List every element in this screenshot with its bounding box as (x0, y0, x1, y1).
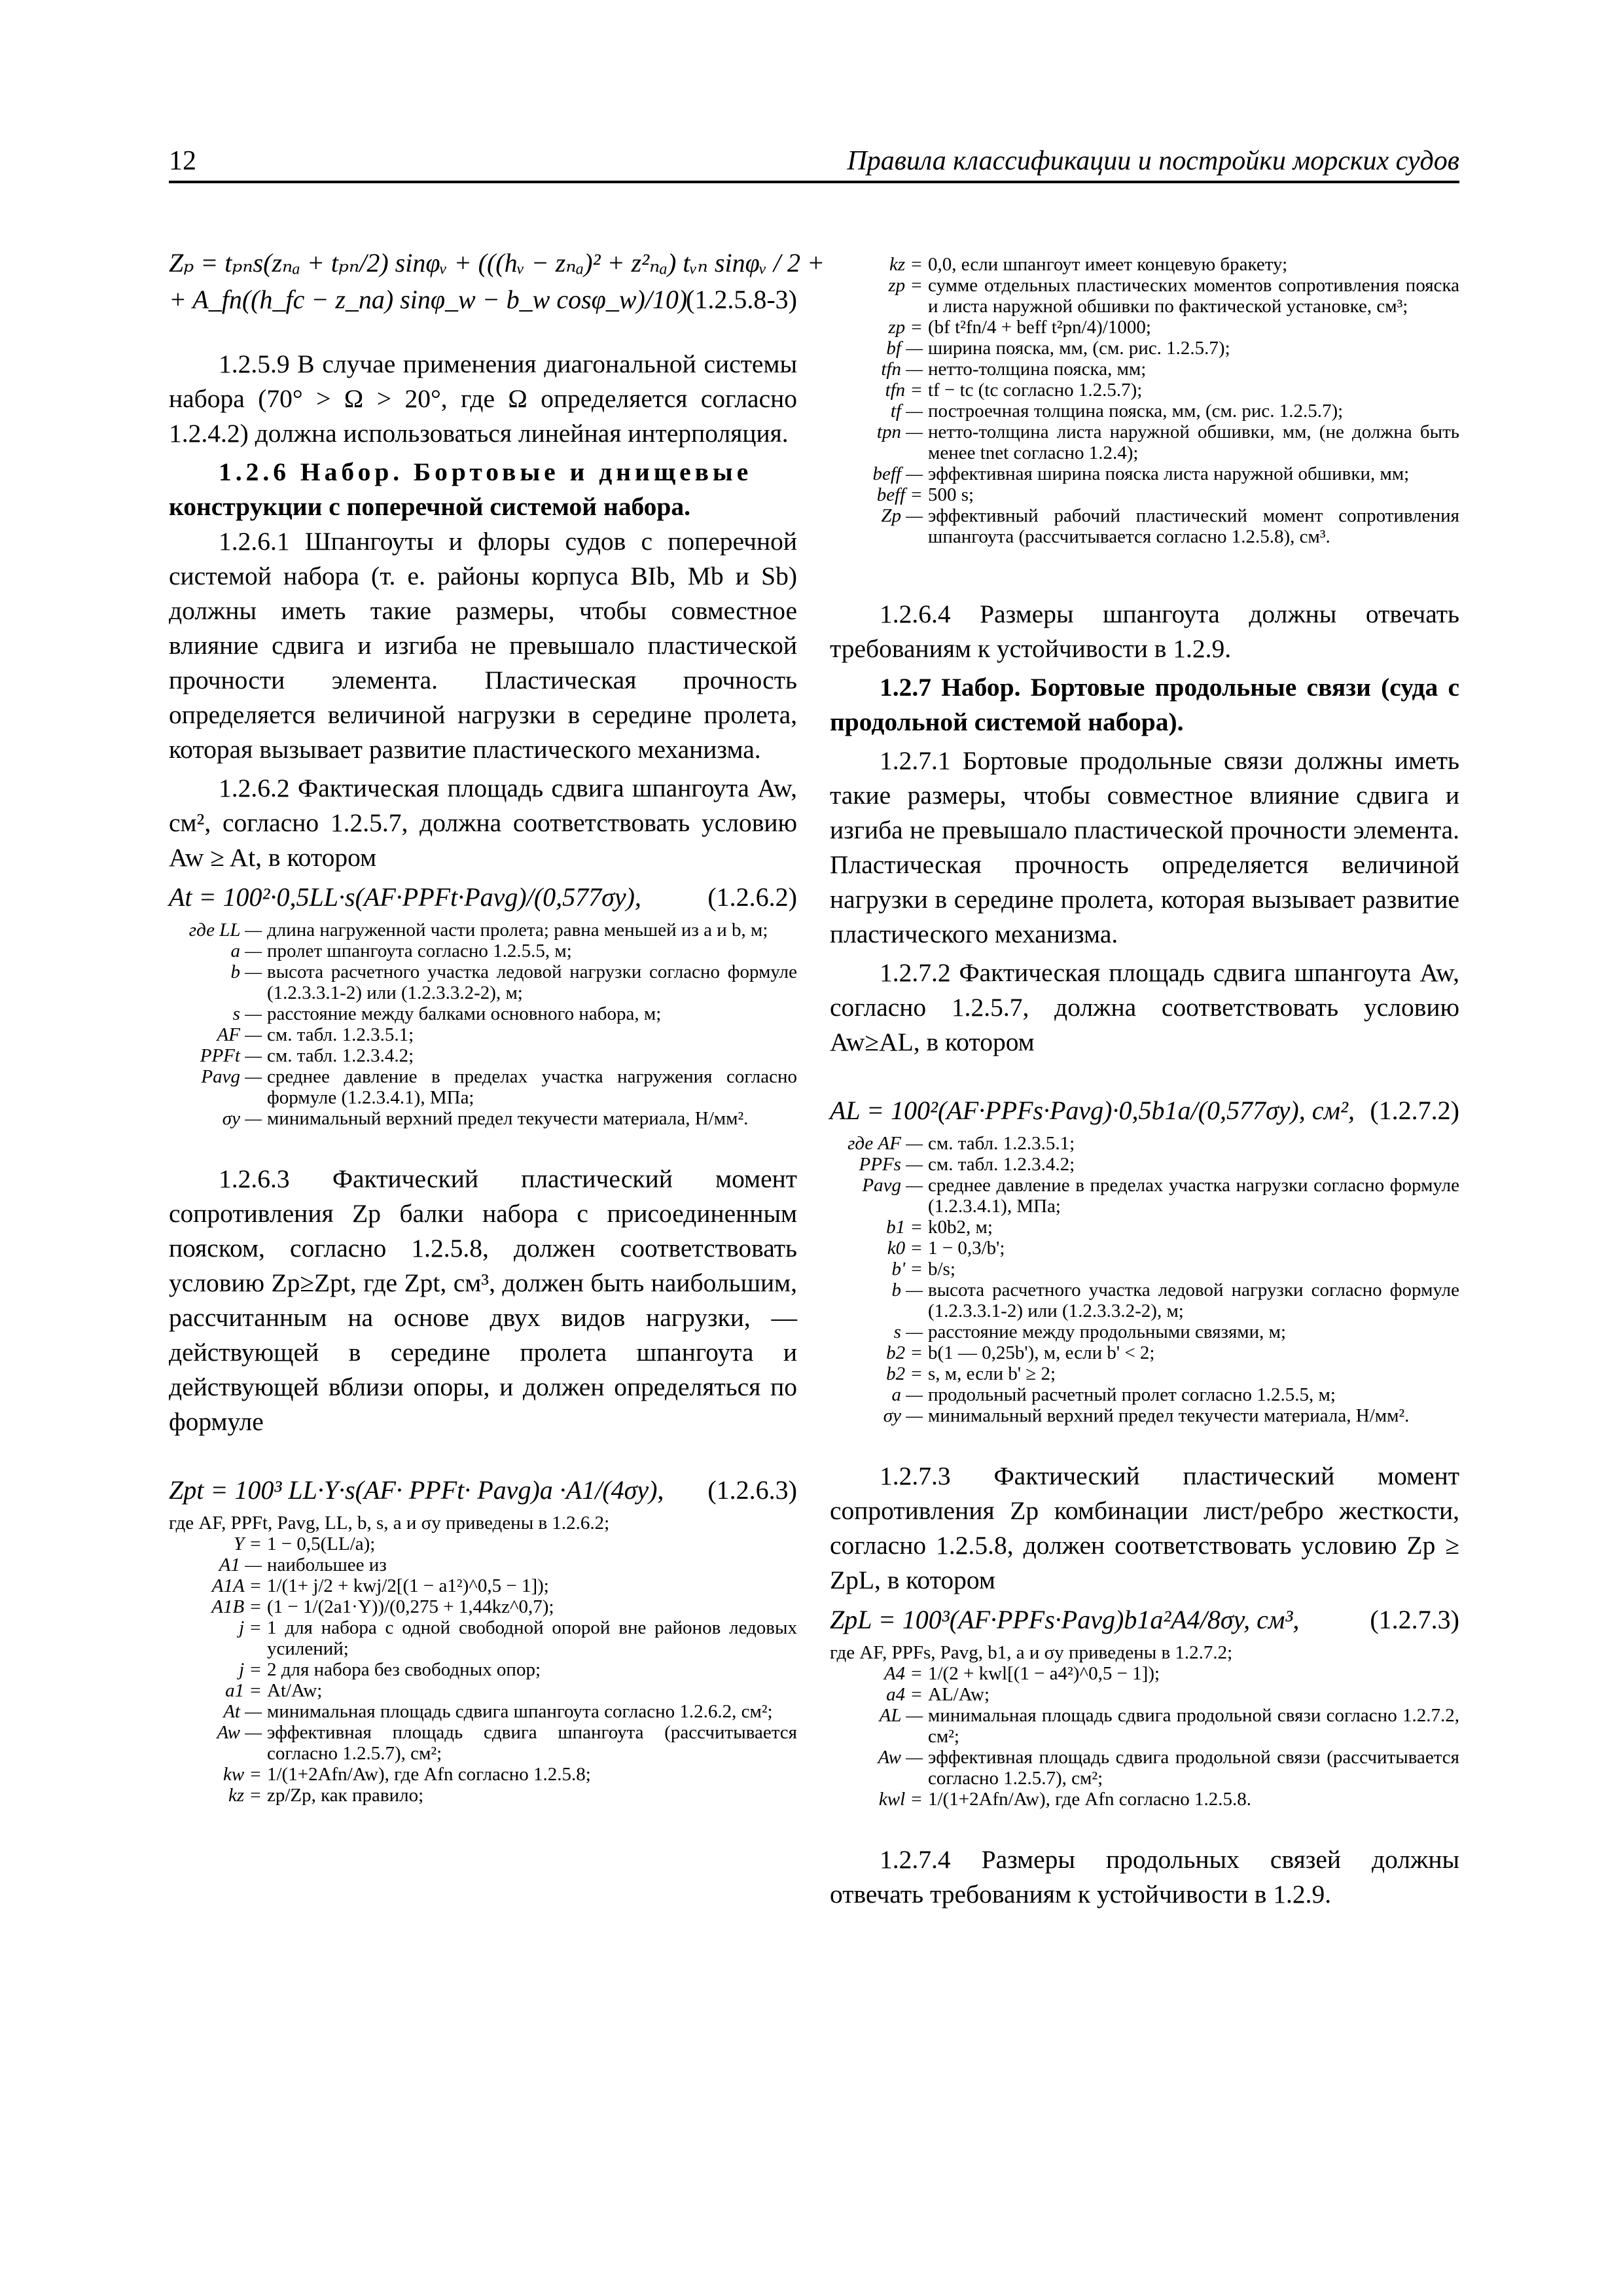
definition-row: tfn — нетто-толщина пояска, мм; (881, 359, 1147, 380)
definition-row: Zp — эффективный рабочий пластический момент сопротивления шпангоута (рассчитывается согласно 1.2.5.8), см³. (881, 505, 1459, 547)
definition-row: s — расстояние между продольными связями, м; (893, 1321, 1287, 1342)
definitions-intro: где AF, PPFs, Pavg, b1, a и σy приведены в 1.2.7.2; (830, 1642, 1233, 1663)
definitions-1263 (169, 1513, 797, 1806)
definition-row: b — высота расчетного участка ледовой нагрузки согласно формуле (1.2.3.3.1-2) или (1.2.3.3.2-2), м; (891, 1280, 1459, 1321)
definition-row: a1 = At/Aw; (225, 1680, 323, 1701)
equation-number: (1.2.6.2) (707, 882, 797, 912)
definition-row: b2 = s, м, если b' ≥ 2; (886, 1363, 1056, 1384)
definitions-1258 (830, 254, 1459, 547)
definitions-1273 (830, 1642, 1459, 1810)
heading-126: 1.2.6 Набор. Бортовые и днищевые (219, 457, 753, 486)
definition-row: kw = 1/(1+2Afn/Aw), где Afn согласно 1.2.5.8; (223, 1764, 591, 1785)
para-1274: 1.2.7.4 Размеры продольных связей должны отвечать требованиям к устойчивости в 1.2.9. (830, 1845, 1459, 1909)
para-1261: 1.2.6.1 Шпангоуты и флоры судов с поперечной системой набора (т. е. районы корпуса BIb, Mb и Sb) должны иметь такие размеры, чтобы совместное влияние сдвига и изгиба не превышало пластической прочности элемента. Пластическая прочность определяется величиной нагрузки в середине пролета, которая вызывает развитие пластического механизма. (169, 527, 797, 764)
definition-row: σy — минимальный верхний предел текучести материала, Н/мм². (883, 1405, 1410, 1426)
definition-row: a4 = AL/Aw; (886, 1684, 990, 1705)
equation-number: (1.2.6.3) (707, 1475, 797, 1505)
definition-row: σy — минимальный верхний предел текучести материала, Н/мм². (222, 1108, 749, 1129)
definition-row: zp = (bf t²fn/4 + beff t²pn/4)/1000; (888, 317, 1151, 338)
definition-row: a — продольный расчетный пролет согласно 1.2.5.5, м; (891, 1384, 1336, 1405)
definition-row: Aw — эффективная площадь сдвига шпангоута (рассчитывается согласно 1.2.5.7), см²; (217, 1722, 797, 1764)
para-1273: 1.2.7.3 Фактический пластический момент сопротивления Zp комбинации лист/ребро жесткости, согласно 1.2.5.8, должен соответствовать условию Zp ≥ ZpL, в котором (830, 1462, 1459, 1594)
definition-row: beff — эффективная ширина пояска листа наружной обшивки, мм; (872, 463, 1410, 484)
definition-row: PPFs — см. табл. 1.2.3.4.2; (859, 1154, 1075, 1175)
definition-row: Y = 1 − 0,5(LL/a); (234, 1534, 376, 1554)
definition-row: где AF — см. табл. 1.2.3.5.1; (847, 1133, 1075, 1154)
para-1271: 1.2.7.1 Бортовые продольные связи должны иметь такие размеры, чтобы совместное влияние сдвига и изгиба не превышало пластической прочности элемента. Пластическая прочность определяется величиной нагрузки в середине пролета, которая вызывает развитие пластического механизма. (830, 746, 1459, 948)
definition-row: kwl = 1/(1+2Afn/Aw), где Afn согласно 1.2.5.8. (878, 1789, 1252, 1810)
definition-row: Pavg — среднее давление в пределах участка нагрузки согласно формуле (1.2.3.4.1), МПа; (862, 1175, 1459, 1217)
definition-row: bf — ширина пояска, мм, (см. рис. 1.2.5.7); (886, 338, 1230, 359)
definition-row: kz = zp/Zp, как правило; (228, 1785, 424, 1806)
para-1272: 1.2.7.2 Фактическая площадь сдвига шпангоута Aw, согласно 1.2.5.7, должна соответствовать условию Aw≥AL, в котором (830, 958, 1459, 1056)
definition-row: At — минимальная площадь сдвига шпангоута согласно 1.2.6.2, см²; (223, 1701, 773, 1722)
definition-row: j = 1 для набора с одной свободной опорой вне районов ледовых усилений; (239, 1617, 797, 1659)
definition-row: AL — минимальная площадь сдвига продольной связи согласно 1.2.7.2, см²; (879, 1705, 1459, 1747)
para-1264: 1.2.6.4 Размеры шпангоута должны отвечать требованиям к устойчивости в 1.2.9. (830, 600, 1459, 663)
definition-row: j = 2 для набора без свободных опор; (239, 1659, 541, 1680)
definition-row: где LL — длина нагруженной части пролета; равна меньшей из a и b, м; (188, 920, 768, 941)
page-number: 12 (169, 146, 196, 176)
definition-row: A1B = (1 − 1/(2a1·Y))/(0,275 + 1,44kz^0,7); (211, 1596, 554, 1617)
equation-1258-3-line1: Zₚ = tₚₙs(zₙₐ + tₚₙ/2) sinφᵥ + (((hᵥ − zₙₐ)² + z²ₙₐ) tᵥₙ sinφᵥ / 2 + (169, 248, 825, 278)
equation-number: (1.2.5.8-3) (686, 285, 797, 314)
equation-number: (1.2.7.2) (1370, 1096, 1459, 1125)
heading-126-cont: конструкции с поперечной системой набора. (169, 492, 691, 521)
definition-row: b' = b/s; (891, 1259, 955, 1280)
definition-row: PPFt — см. табл. 1.2.3.4.2; (200, 1045, 414, 1066)
definition-row: b1 = k0b2, м; (886, 1217, 993, 1238)
equation-number: (1.2.7.3) (1370, 1605, 1459, 1634)
equation-1272: AL = 100²(AF·PPFs·Pavg)·0,5b1a/(0,577σy), см², (1.2.7.2) (830, 1092, 1459, 1129)
equation-1258-3-line2: + A_fn((h_fc − z_na) sinφ_w − b_w cosφ_w)/10) (1.2.5.8-3) (169, 281, 797, 318)
para-1262: 1.2.6.2 Фактическая площадь сдвига шпангоута Aw, см², согласно 1.2.5.7, должна соответствовать условию Aw ≥ At, в котором (169, 774, 797, 872)
right-column (830, 250, 1459, 1916)
definition-row: A4 = 1/(2 + kwl[(1 − a4²)^0,5 − 1]); (883, 1663, 1160, 1684)
equation-1263: Zpt = 100³ LL·Y·s(AF· PPFt· Pavg)a ·A1/(4σy), (1.2.6.3) (169, 1472, 797, 1509)
definition-row: s — расстояние между балками основного набора, м; (232, 1003, 662, 1024)
definition-row: b2 = b(1 — 0,25b'), м, если b' < 2; (886, 1342, 1155, 1363)
definitions-intro: где AF, PPFt, Pavg, LL, b, s, a и σy приведены в 1.2.6.2; (169, 1513, 610, 1534)
definition-row: zp = сумме отдельных пластических моментов сопротивления пояска и листа наружной обшивки по фактической установке, см³; (888, 275, 1459, 317)
equation-1262: At = 100²·0,5LL·s(AF·PPFt·Pavg)/(0,577σy), (1.2.6.2) (169, 879, 797, 916)
heading-127: 1.2.7 Набор. Бортовые продольные связи (суда с продольной системой набора). (830, 673, 1459, 736)
running-title: Правила классификации и постройки морских судов (847, 146, 1459, 176)
definition-row: tf — построечная толщина пояска, мм, (см. рис. 1.2.5.7); (890, 401, 1344, 422)
definition-row: tfn = tf − tc (tc согласно 1.2.5.7); (885, 380, 1143, 401)
left-column (169, 216, 825, 1810)
equation-1273: ZpL = 100³(AF·PPFs·Pavg)b1a²A4/8σy, см³, (1.2.7.3) (830, 1602, 1459, 1638)
definition-row: Aw — эффективная площадь сдвига продольной связи (рассчитывается согласно 1.2.5.7), см²; (878, 1747, 1459, 1789)
definition-row: beff = 500 s; (876, 484, 974, 505)
definition-row: A1A = 1/(1+ j/2 + kwj/2[(1 − a1²)^0,5 − 1]); (211, 1575, 549, 1596)
definition-row: kz = 0,0, если шпангоут имеет концевую бракету; (889, 254, 1288, 275)
definition-row: tpn — нетто-толщина листа наружной обшивки, мм, (не должна быть менее tnet согласно 1.2.4); (876, 422, 1459, 463)
definitions-1262 (169, 920, 797, 1129)
para-1259: 1.2.5.9 В случае применения диагональной системы набора (70° > Ω > 20°, где Ω определяется согласно 1.2.4.2) должна использоваться линейная интерполяция. (169, 350, 797, 448)
para-1263: 1.2.6.3 Фактический пластический момент сопротивления Zp балки набора с присоединенным пояском, согласно 1.2.5.8, должен соответствовать условию Zp≥Zpt, где Zpt, см³, должен быть наибольшим, рассчитанным на основе двух видов нагрузки, — действующей в середине пролета шпангоута и действующей вблизи опоры, и должен определяться по формуле (169, 1164, 797, 1436)
definition-row: AF — см. табл. 1.2.3.5.1; (217, 1024, 414, 1045)
definition-row: a — пролет шпангоута согласно 1.2.5.5, м; (230, 941, 572, 961)
definition-row: Pavg — среднее давление в пределах участка нагружения согласно формуле (1.2.3.4.1), МПа; (201, 1066, 797, 1108)
definition-row: b — высота расчетного участка ледовой нагрузки согласно формуле (1.2.3.3.1-2) или (1.2.3.3.2-2), м; (230, 961, 797, 1003)
definition-row: k0 = 1 − 0,3/b'; (887, 1238, 1005, 1259)
header-rule (169, 181, 1459, 183)
definitions-1272 (830, 1133, 1459, 1426)
definition-row: A1 — наибольшее из (219, 1554, 387, 1575)
